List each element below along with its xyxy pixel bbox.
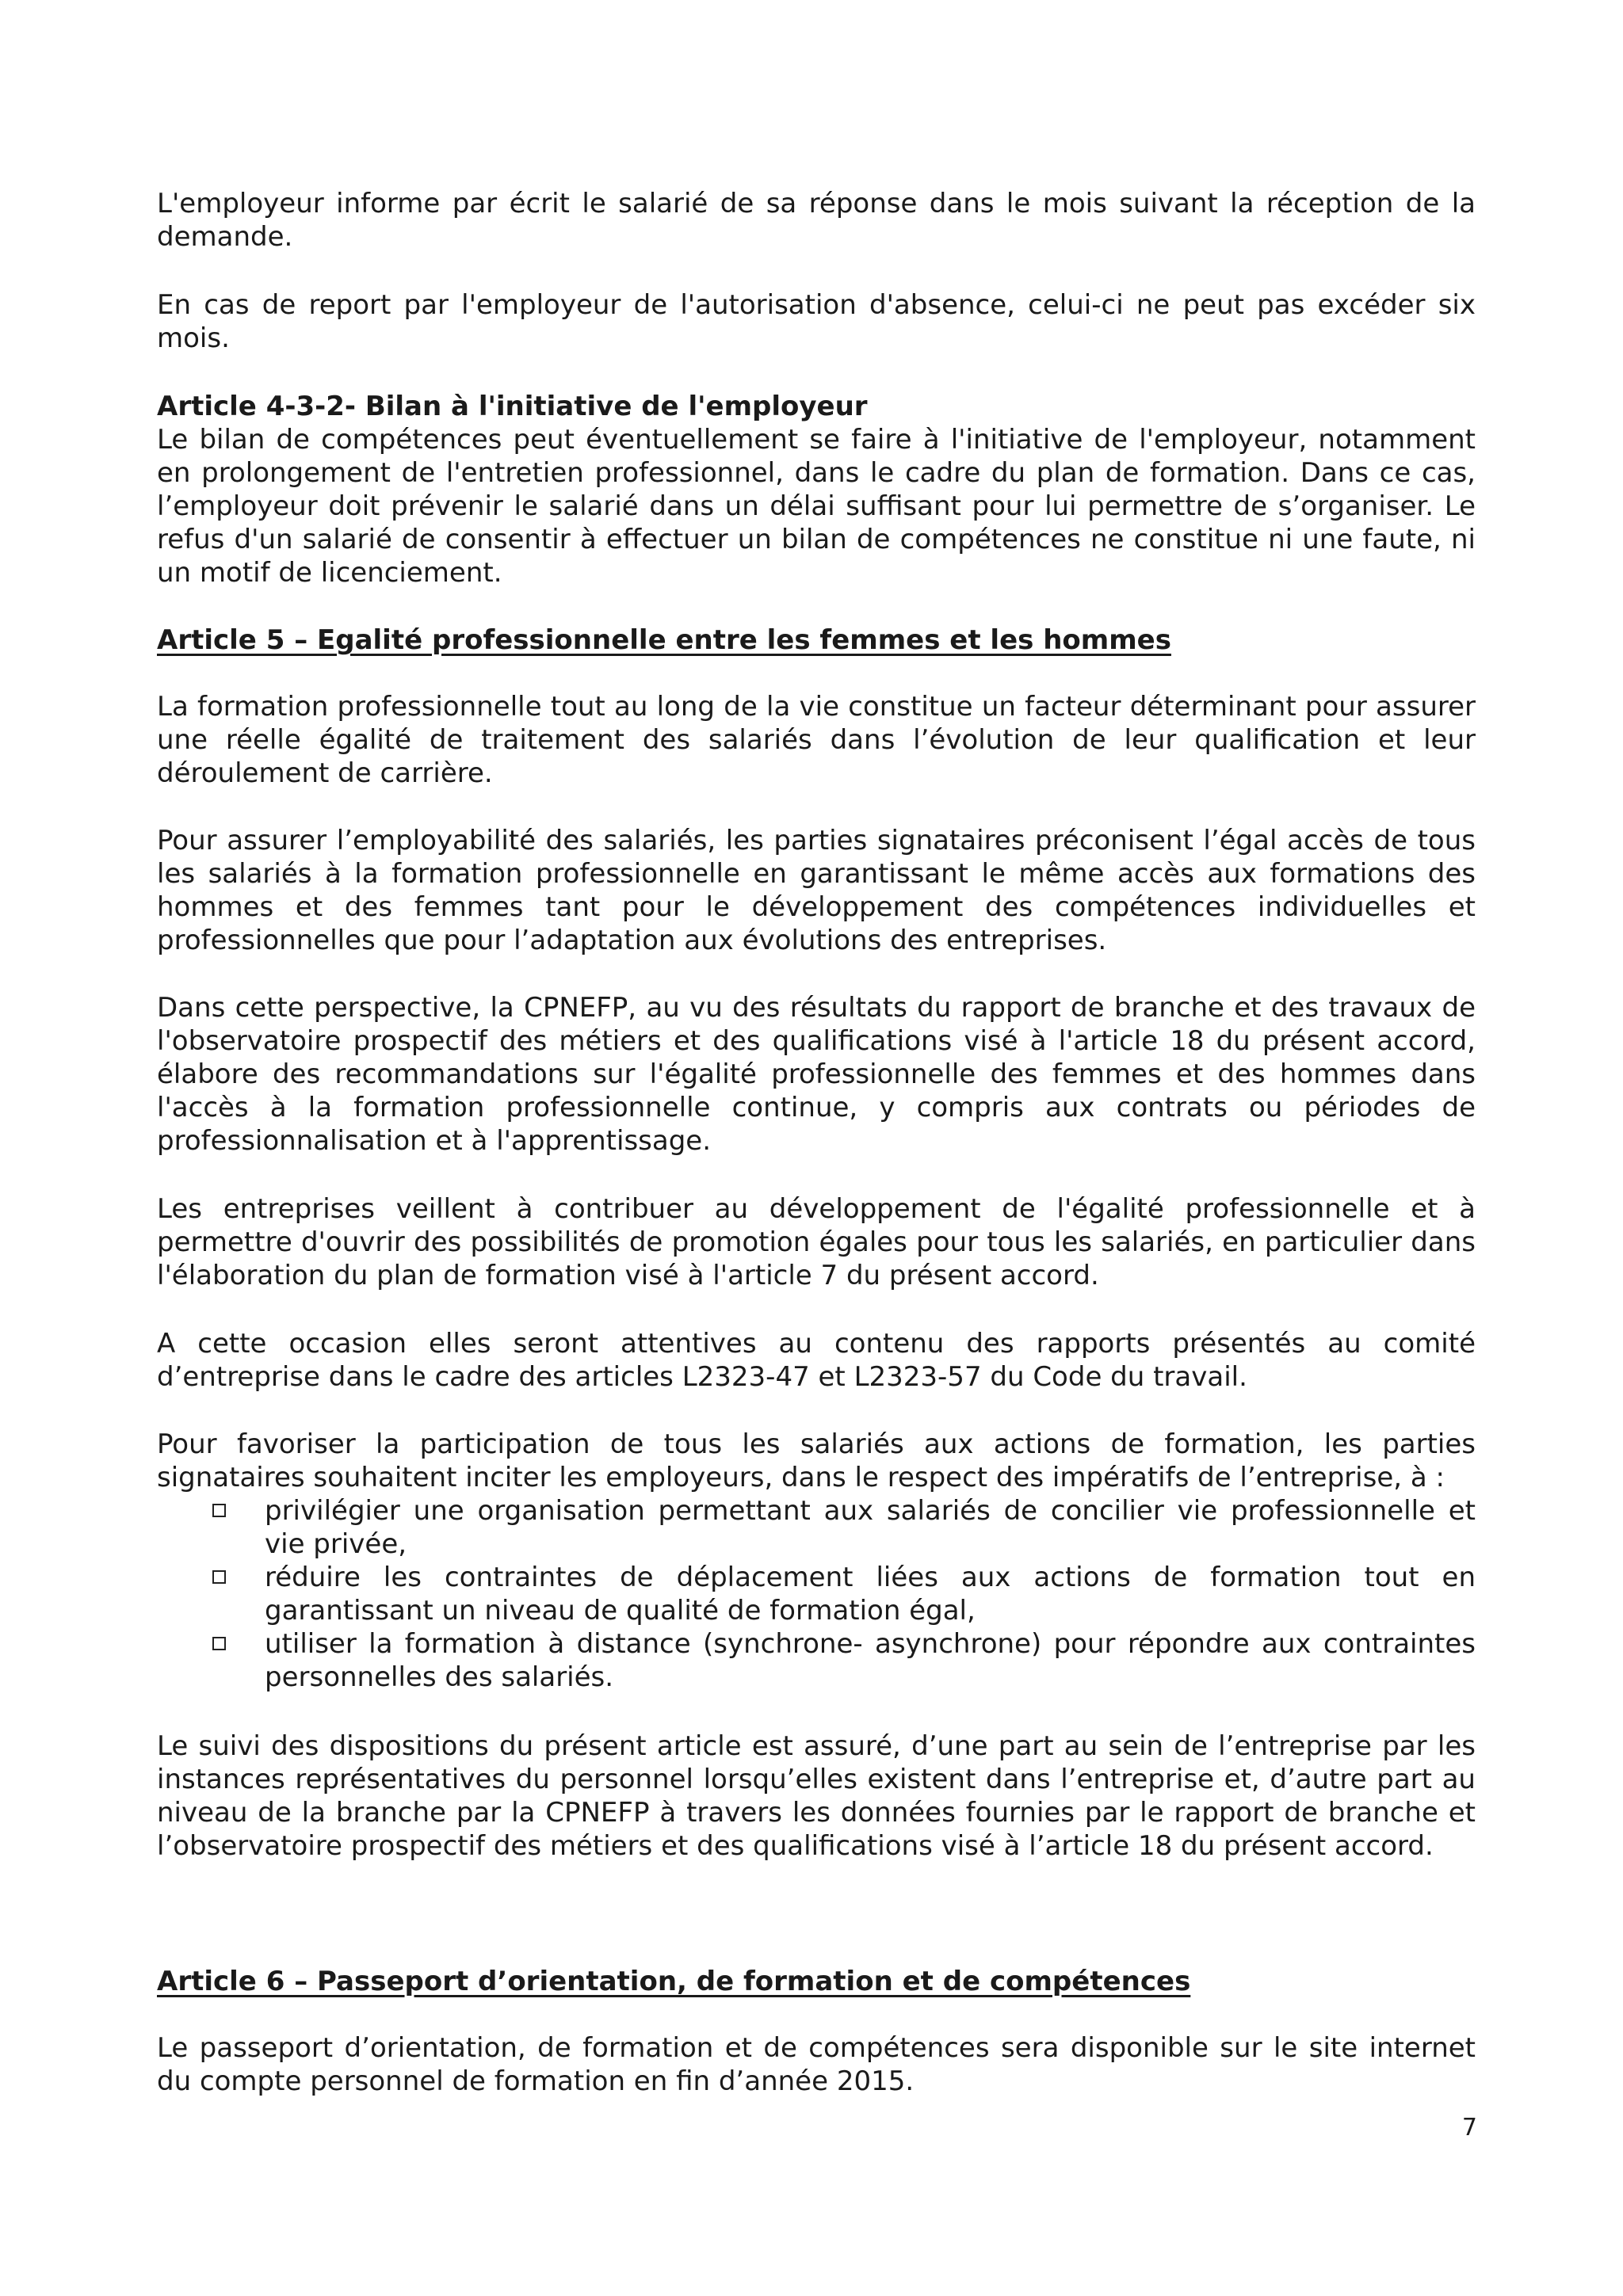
- checkbox-square-icon: [212, 1637, 226, 1650]
- article-5-paragraph-1: La formation professionnelle tout au long de la vie constitue un facteur déterminant pour assurer une réelle égalité de traitement des salariés dans l’évolution de leur qualification et leur déroulement de carrière.: [157, 691, 1476, 789]
- paragraph-absence-deferral: En cas de report par l'employeur de l'autorisation d'absence, celui-ci ne peut pas excéder six mois.: [157, 289, 1476, 354]
- list-item: [157, 1627, 1476, 1694]
- article-6-body: Le passeport d’orientation, de formation et de compétences sera disponible sur le site internet du compte personnel de formation en fin d’année 2015.: [157, 2032, 1476, 2097]
- list-item: [157, 1561, 1476, 1627]
- article-5-heading: Article 5 – Egalité professionnelle entre les femmes et les hommes: [157, 624, 1171, 656]
- paragraph-employer-response: L'employeur informe par écrit le salarié de sa réponse dans le mois suivant la réception de la demande.: [157, 188, 1476, 253]
- list-item: [157, 1494, 1476, 1561]
- article-5-paragraph-3: Dans cette perspective, la CPNEFP, au vu des résultats du rapport de branche et des travaux de l'observatoire prospectif des métiers et des qualifications visé à l'article 18 du présent accord, élabore des recommandations sur l'égalité professionnelle des femmes et des hommes dans l'accès à la formation professionnelle continue, y compris aux contrats ou périodes de professionnalisation et à l'apprentissage.: [157, 992, 1476, 1157]
- list-item-text: utiliser la formation à distance (synchrone- asynchrone) pour répondre aux contraintes personnelles des salariés.: [265, 1628, 1476, 1693]
- article-5-paragraph-6: Pour favoriser la participation de tous les salariés aux actions de formation, les parties signataires souhaitent inciter les employeurs, dans le respect des impératifs de l’entreprise, à :: [157, 1428, 1476, 1493]
- checkbox-square-icon: [212, 1570, 226, 1584]
- page-number: 7: [1461, 2114, 1477, 2142]
- article-5-bullet-list: [157, 1494, 1476, 1694]
- article-6-heading: Article 6 – Passeport d’orientation, de formation et de compétences: [157, 1966, 1191, 1997]
- article-5-paragraph-4: Les entreprises veillent à contribuer au développement de l'égalité professionnelle et à permettre d'ouvrir des possibilités de promotion égales pour tous les salariés, en particulier dans l'élaboration du plan de formation visé à l'article 7 du présent accord.: [157, 1193, 1476, 1291]
- article-4-3-2-heading: Article 4-3-2- Bilan à l'initiative de l'employeur: [157, 391, 868, 422]
- list-item-text: privilégier une organisation permettant aux salariés de concilier vie professionnelle et vie privée,: [265, 1495, 1476, 1560]
- article-5-paragraph-5: A cette occasion elles seront attentives au contenu des rapports présentés au comité d’entreprise dans le cadre des articles L2323-47 et L2323-57 du Code du travail.: [157, 1328, 1476, 1393]
- checkbox-square-icon: [212, 1504, 226, 1517]
- article-5-paragraph-7: Le suivi des dispositions du présent article est assuré, d’une part au sein de l’entreprise par les instances représentatives du personnel lorsqu’elles existent dans l’entreprise et, d’autre part au niveau de la branche par la CPNEFP à travers les données fournies par le rapport de branche et l’observatoire prospectif des métiers et des qualifications visé à l’article 18 du présent accord.: [157, 1730, 1476, 1862]
- article-5-paragraph-2: Pour assurer l’employabilité des salariés, les parties signataires préconisent l’égal accès de tous les salariés à la formation professionnelle en garantissant le même accès aux formations des hommes et des femmes tant pour le développement des compétences individuelles et professionnelles que pour l’adaptation aux évolutions des entreprises.: [157, 825, 1476, 956]
- list-item-text: réduire les contraintes de déplacement liées aux actions de formation tout en garantissant un niveau de qualité de formation égal,: [265, 1562, 1476, 1627]
- article-4-3-2-body: Le bilan de compétences peut éventuellement se faire à l'initiative de l'employeur, notamment en prolongement de l'entretien professionnel, dans le cadre du plan de formation. Dans ce cas, l’employeur doit prévenir le salarié dans un délai suffisant pour lui permettre de s’organiser. Le refus d'un salarié de consentir à effectuer un bilan de compétences ne constitue ni une faute, ni un motif de licenciement.: [157, 424, 1476, 589]
